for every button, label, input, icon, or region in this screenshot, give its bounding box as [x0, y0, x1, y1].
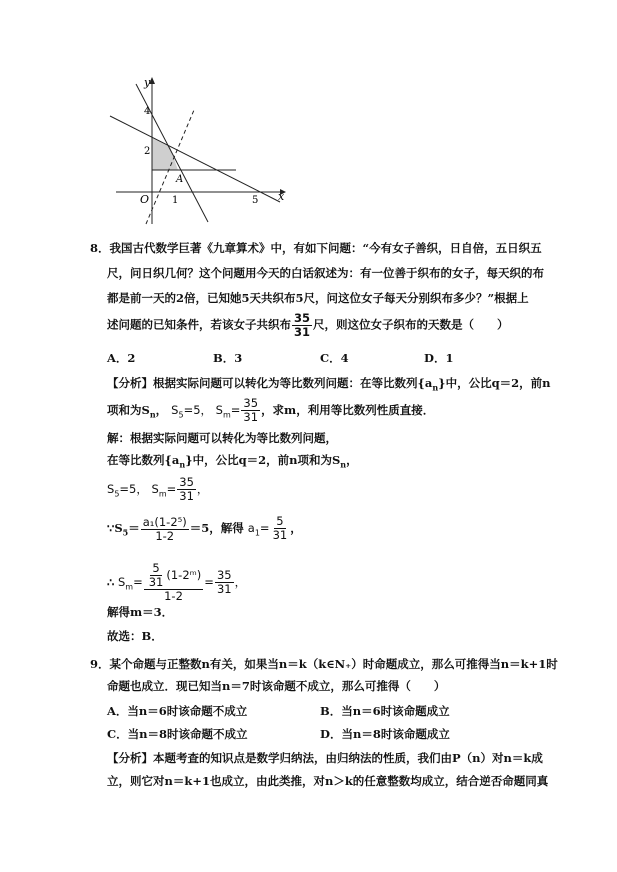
q8-line-3: 都是前一天的2倍，已知她5天共织布5尺，问这位女子每天分别织布多少？”根据上	[107, 291, 529, 305]
q8-sol5-big-num	[144, 562, 204, 590]
q8-option-b: B．3	[213, 351, 243, 365]
q9-option-a: A．当n＝6时该命题不成立	[107, 704, 248, 718]
q8-solution-line-1: 解：根据实际问题可以转化为等比数列问题，	[107, 431, 337, 445]
q8-sol4-a: a	[247, 521, 255, 535]
point-a-label: A	[176, 174, 184, 185]
q8-analysis-1c: }中，公比q＝2，前n	[438, 376, 551, 390]
q8-solution-line-4	[107, 515, 302, 543]
q8-fraction-den: 31	[294, 325, 311, 339]
line-x-plus-2y	[110, 116, 280, 202]
q8-sol4-fnum: 5	[276, 514, 284, 528]
q8-option-d: D．1	[424, 351, 454, 365]
q8-sol5-pre: ∴	[107, 575, 115, 589]
q8-sol3-eq: =	[166, 482, 177, 496]
q8-s5-val: =5，	[183, 403, 213, 417]
q8-sol3-frac-num: 35	[179, 475, 194, 489]
q8-sol4-fden: 31	[272, 528, 288, 542]
x-axis-label: x	[278, 190, 285, 203]
q8-fraction	[292, 312, 312, 339]
q8-analysis-line-1	[107, 375, 550, 395]
q8-sol3-end: ，	[196, 482, 209, 496]
q8-solution-line-2	[107, 452, 358, 472]
q8-solution-line-6: 解得m＝3．	[107, 605, 174, 619]
q8-sol-2d: n	[340, 459, 347, 470]
q8-sol4-eq: ＝	[128, 521, 140, 535]
q8-sol4-pre: ∵S	[107, 521, 123, 535]
q8-sol4-sub: 5	[122, 527, 129, 538]
q8-sol3-frac-den: 31	[179, 489, 194, 503]
q8-s5-sub: 5	[178, 410, 184, 420]
q8-analysis-2c: ，	[155, 403, 168, 417]
tick-label-4: 4	[144, 106, 151, 117]
q8-sol3-s5-val: =5，	[119, 482, 148, 496]
q8-analysis-1b: n	[432, 382, 439, 393]
q8-sol5-rden: 31	[216, 582, 232, 596]
q8-sol4-end: ，	[290, 521, 302, 535]
q8-sm-fraction	[241, 397, 260, 424]
q9-line-1: 9．某个命题与正整数n有关，如果当n＝k（k∈N₊）时命题成立，那么可推得当n＝k+1时	[90, 657, 558, 671]
q8-line-4-end: 尺，则这位女子织布的天数是（ ）	[313, 317, 509, 332]
shaded-region	[152, 138, 178, 170]
q9-option-c: C．当n＝8时该命题不成立	[107, 727, 248, 741]
q8-sol3-s5: S	[107, 482, 115, 496]
q8-sol5-eq2: =	[204, 575, 214, 589]
q8-fraction-num: 35	[294, 311, 311, 325]
q8-sm-frac-den: 31	[243, 410, 259, 424]
q8-analysis-2b: n	[149, 409, 156, 420]
q8-sol5-inner-den: 31	[148, 575, 164, 589]
q8-sol5-result-fraction	[215, 569, 234, 596]
q8-option-a: A．2	[107, 351, 136, 365]
q8-sm-sub: m	[222, 410, 231, 420]
q8-sol3-fraction	[177, 476, 196, 503]
q8-sol4-a-sub: 1	[254, 528, 260, 538]
q8-sol5-inner-fraction	[147, 562, 166, 589]
q8-sol3-sm-sub: m	[158, 489, 167, 499]
q8-sol4-result-fraction	[271, 515, 290, 542]
q8-sol-2c: }中，公比q＝2，前n项和为S	[185, 453, 341, 467]
q8-sol5-rest: (1-2ᵐ)	[166, 568, 202, 582]
q8-sol4-mid: ＝5，解得	[189, 521, 244, 535]
q8-solution-line-7: 故选：B．	[107, 629, 163, 643]
q8-sol3-s5-sub: 5	[114, 489, 120, 499]
q8-sol3-sm: S	[151, 482, 159, 496]
q8-sol4-eq2: =	[259, 521, 270, 535]
q8-option-c: C．4	[320, 351, 349, 365]
q9-line-2: 命题也成立．现已知当n＝7时该命题不成立，那么可推得（ ）	[107, 679, 446, 693]
q8-sol5-inner-num: 5	[152, 561, 160, 575]
q8-s5: S	[171, 403, 179, 417]
q8-sol5-rnum: 35	[216, 568, 232, 582]
q8-line-1: 8．我国古代数学巨著《九章算术》中，有如下问题：“今有女子善织，日自倍，五日织五	[90, 241, 542, 255]
q9-analysis-line-1: 【分析】本题考查的知识点是数学归纳法，由归纳法的性质，我们由P（n）对n＝k成	[107, 751, 543, 765]
q9-analysis-line-2: 立，则它对n＝k+1也成立，由此类推，对n＞k的任意整数均成立，结合逆否命题同真	[107, 774, 549, 788]
q8-sm-eq: =	[230, 403, 241, 417]
tick-label-5: 5	[252, 195, 259, 206]
q8-sol-2e: ，	[346, 453, 358, 467]
q8-solution-line-5	[107, 562, 246, 603]
q8-line-4-start: 述问题的已知条件，若该女子共织布	[107, 317, 291, 332]
q8-analysis-1a: 【分析】根据实际问题可以转化为等比数列问题：在等比数列{a	[107, 376, 433, 390]
q8-sol-2a: 在等比数列{a	[107, 453, 180, 467]
q8-sol5-den: 1-2	[164, 589, 183, 603]
q8-analysis-2a: 项和为S	[107, 403, 150, 417]
y-axis-label: y	[144, 76, 151, 89]
origin-label: O	[140, 193, 150, 206]
q8-analysis-line-2	[107, 397, 434, 424]
tick-label-1: 1	[172, 195, 179, 206]
q8-sol4-num: a₁(1-2⁵)	[142, 514, 187, 529]
q8-sol5-s: S	[117, 575, 126, 589]
q8-sol5-s-sub: m	[125, 582, 134, 592]
q8-sol4-fraction	[141, 516, 189, 543]
q8-analysis-2d: ，求m，利用等比数列性质直接．	[261, 403, 435, 417]
q8-sol5-big-fraction	[144, 562, 204, 603]
region-graph	[108, 74, 288, 232]
q9-option-d: D．当n＝8时该命题成立	[320, 727, 450, 741]
q8-solution-line-3	[107, 476, 208, 503]
q8-line-2: 尺，问日织几何？这个问题用今天的白话叙述为：有一位善于织布的女子，每天织的布	[107, 266, 544, 280]
q8-sol-2b: n	[179, 459, 186, 470]
q8-sol5-end: ，	[234, 575, 247, 589]
q9-option-b: B．当n＝6时该命题成立	[320, 704, 450, 718]
tick-label-2: 2	[144, 146, 151, 157]
q8-sol5-eq: =	[133, 575, 143, 589]
q8-line-4	[107, 312, 509, 339]
q8-sm-frac-num: 35	[243, 396, 259, 410]
q8-sm: S	[215, 403, 223, 417]
q8-sol4-den: 1-2	[155, 528, 175, 543]
